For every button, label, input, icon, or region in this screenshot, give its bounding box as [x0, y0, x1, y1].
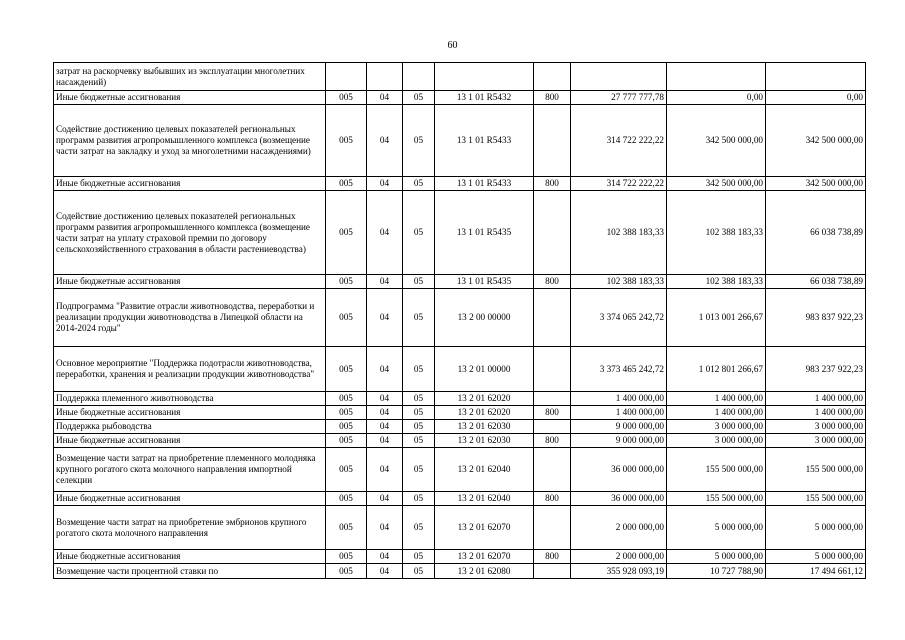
target-article-cell: 13 2 01 00000: [435, 347, 534, 392]
amount-year-2-cell: 1 400 000,00: [667, 392, 766, 406]
target-article-cell: 13 1 01 R5432: [435, 91, 534, 105]
amount-year-2-cell: 3 000 000,00: [667, 434, 766, 448]
section-code-cell: 04: [367, 492, 403, 506]
section-code-cell: 04: [367, 448, 403, 492]
row-name-cell: Иные бюджетные ассигнования: [54, 492, 326, 506]
table-row: [54, 289, 866, 347]
amount-year-3-cell: 342 500 000,00: [766, 105, 866, 177]
section-code-cell: 04: [367, 420, 403, 434]
target-article-cell: 13 1 01 R5435: [435, 191, 534, 275]
amount-year-3-cell: 66 038 738,89: [766, 275, 866, 289]
amount-year-1-cell: 3 374 065 242,72: [571, 289, 667, 347]
amount-year-1-cell: 2 000 000,00: [571, 550, 667, 564]
amount-year-2-cell: 155 500 000,00: [667, 448, 766, 492]
section-code-cell: 04: [367, 506, 403, 550]
page-number: 60: [447, 40, 458, 51]
row-name-cell: Иные бюджетные ассигнования: [54, 177, 326, 191]
amount-year-2-cell: [667, 63, 766, 91]
amount-year-2-cell: 3 000 000,00: [667, 420, 766, 434]
subsection-code-cell: 05: [403, 275, 435, 289]
amount-year-2-cell: 342 500 000,00: [667, 177, 766, 191]
table-row: [54, 406, 866, 420]
ministry-code-cell: 005: [326, 275, 367, 289]
expense-type-cell: 800: [534, 550, 571, 564]
amount-year-3-cell: 983 837 922,23: [766, 289, 866, 347]
amount-year-3-cell: 66 038 738,89: [766, 191, 866, 275]
row-name-cell: Содействие достижению целевых показателей региональных программ развития агропромышленного комплекса (возмещение части затрат на закладку и уход за многолетними насаждениями): [54, 105, 326, 177]
subsection-code-cell: 05: [403, 177, 435, 191]
amount-year-2-cell: 1 013 001 266,67: [667, 289, 766, 347]
section-code-cell: 04: [367, 392, 403, 406]
target-article-cell: 13 1 01 R5433: [435, 177, 534, 191]
subsection-code-cell: 05: [403, 492, 435, 506]
amount-year-2-cell: 1 012 801 266,67: [667, 347, 766, 392]
target-article-cell: 13 2 01 62030: [435, 420, 534, 434]
amount-year-1-cell: 1 400 000,00: [571, 392, 667, 406]
target-article-cell: 13 2 01 62020: [435, 392, 534, 406]
ministry-code-cell: 005: [326, 550, 367, 564]
expense-type-cell: [534, 347, 571, 392]
target-article-cell: 13 2 01 62040: [435, 448, 534, 492]
target-article-cell: [435, 63, 534, 91]
row-name-cell: Иные бюджетные ассигнования: [54, 434, 326, 448]
amount-year-1-cell: 102 388 183,33: [571, 191, 667, 275]
expense-type-cell: 800: [534, 406, 571, 420]
table-row: [54, 275, 866, 289]
expense-type-cell: [534, 392, 571, 406]
section-code-cell: 04: [367, 177, 403, 191]
target-article-cell: 13 1 01 R5435: [435, 275, 534, 289]
section-code-cell: 04: [367, 191, 403, 275]
amount-year-2-cell: 10 727 788,90: [667, 564, 766, 579]
table-row: [54, 564, 866, 579]
table-row: [54, 91, 866, 105]
amount-year-3-cell: 1 400 000,00: [766, 392, 866, 406]
amount-year-3-cell: 0,00: [766, 91, 866, 105]
expense-type-cell: 800: [534, 177, 571, 191]
expense-type-cell: 800: [534, 492, 571, 506]
expense-type-cell: 800: [534, 275, 571, 289]
ministry-code-cell: 005: [326, 492, 367, 506]
ministry-code-cell: 005: [326, 289, 367, 347]
table-row: [54, 392, 866, 406]
amount-year-3-cell: 155 500 000,00: [766, 492, 866, 506]
table-body: [54, 63, 866, 579]
amount-year-1-cell: [571, 63, 667, 91]
amount-year-1-cell: 102 388 183,33: [571, 275, 667, 289]
subsection-code-cell: 05: [403, 448, 435, 492]
section-code-cell: 04: [367, 550, 403, 564]
amount-year-2-cell: 1 400 000,00: [667, 406, 766, 420]
amount-year-2-cell: 0,00: [667, 91, 766, 105]
ministry-code-cell: 005: [326, 406, 367, 420]
amount-year-3-cell: 3 000 000,00: [766, 420, 866, 434]
expense-type-cell: [534, 105, 571, 177]
amount-year-3-cell: 342 500 000,00: [766, 177, 866, 191]
expense-type-cell: [534, 191, 571, 275]
expense-type-cell: [534, 289, 571, 347]
expense-type-cell: [534, 564, 571, 579]
target-article-cell: 13 2 01 62040: [435, 492, 534, 506]
table-row: [54, 347, 866, 392]
section-code-cell: [367, 63, 403, 91]
section-code-cell: 04: [367, 406, 403, 420]
target-article-cell: 13 2 01 62020: [435, 406, 534, 420]
ministry-code-cell: 005: [326, 105, 367, 177]
amount-year-2-cell: 155 500 000,00: [667, 492, 766, 506]
subsection-code-cell: 05: [403, 406, 435, 420]
subsection-code-cell: 05: [403, 91, 435, 105]
subsection-code-cell: 05: [403, 289, 435, 347]
section-code-cell: 04: [367, 289, 403, 347]
section-code-cell: 04: [367, 275, 403, 289]
target-article-cell: 13 2 01 62070: [435, 550, 534, 564]
table-row: [54, 177, 866, 191]
amount-year-1-cell: 314 722 222,22: [571, 105, 667, 177]
ministry-code-cell: 005: [326, 420, 367, 434]
amount-year-3-cell: 3 000 000,00: [766, 434, 866, 448]
section-code-cell: 04: [367, 434, 403, 448]
row-name-cell: Подпрограмма "Развитие отрасли животноводства, переработки и реализации продукции животноводства в Липецкой области на 2014-2024 годы": [54, 289, 326, 347]
amount-year-1-cell: 314 722 222,22: [571, 177, 667, 191]
table-row: [54, 434, 866, 448]
ministry-code-cell: 005: [326, 177, 367, 191]
section-code-cell: 04: [367, 347, 403, 392]
row-name-cell: Поддержка племенного животноводства: [54, 392, 326, 406]
row-name-cell: Иные бюджетные ассигнования: [54, 550, 326, 564]
section-code-cell: 04: [367, 564, 403, 579]
row-name-cell: Возмещение части процентной ставки по: [54, 564, 326, 579]
row-name-cell: Иные бюджетные ассигнования: [54, 275, 326, 289]
amount-year-3-cell: [766, 63, 866, 91]
amount-year-1-cell: 9 000 000,00: [571, 434, 667, 448]
target-article-cell: 13 2 01 62070: [435, 506, 534, 550]
subsection-code-cell: 05: [403, 191, 435, 275]
amount-year-3-cell: 1 400 000,00: [766, 406, 866, 420]
amount-year-1-cell: 355 928 093,19: [571, 564, 667, 579]
expense-type-cell: [534, 63, 571, 91]
amount-year-2-cell: 5 000 000,00: [667, 550, 766, 564]
amount-year-1-cell: 27 777 777,78: [571, 91, 667, 105]
row-name-cell: Основное мероприятие "Поддержка подотрасли животноводства, переработки, хранения и реализации продукции животноводства": [54, 347, 326, 392]
amount-year-1-cell: 3 373 465 242,72: [571, 347, 667, 392]
ministry-code-cell: 005: [326, 506, 367, 550]
amount-year-3-cell: 983 237 922,23: [766, 347, 866, 392]
section-code-cell: 04: [367, 105, 403, 177]
table-row: [54, 506, 866, 550]
subsection-code-cell: 05: [403, 564, 435, 579]
amount-year-2-cell: 5 000 000,00: [667, 506, 766, 550]
target-article-cell: 13 2 01 62080: [435, 564, 534, 579]
amount-year-3-cell: 5 000 000,00: [766, 506, 866, 550]
row-name-cell: Возмещение части затрат на приобретение эмбрионов крупного рогатого скота молочного направления: [54, 506, 326, 550]
table-row: [54, 105, 866, 177]
subsection-code-cell: [403, 63, 435, 91]
subsection-code-cell: 05: [403, 347, 435, 392]
row-name-cell: Содействие достижению целевых показателей региональных программ развития агропромышленного комплекса (возмещение части затрат на уплату страховой премии по договору сельскохозяйственного страхования в области растениеводства): [54, 191, 326, 275]
ministry-code-cell: 005: [326, 392, 367, 406]
subsection-code-cell: 05: [403, 506, 435, 550]
amount-year-1-cell: 2 000 000,00: [571, 506, 667, 550]
row-name-cell: Иные бюджетные ассигнования: [54, 406, 326, 420]
amount-year-2-cell: 102 388 183,33: [667, 191, 766, 275]
subsection-code-cell: 05: [403, 434, 435, 448]
target-article-cell: 13 2 01 62030: [435, 434, 534, 448]
table-row: [54, 420, 866, 434]
amount-year-2-cell: 102 388 183,33: [667, 275, 766, 289]
table-row: [54, 63, 866, 91]
row-name-cell: затрат на раскорчевку выбывших из эксплуатации многолетних насаждений): [54, 63, 326, 91]
ministry-code-cell: 005: [326, 564, 367, 579]
amount-year-2-cell: 342 500 000,00: [667, 105, 766, 177]
subsection-code-cell: 05: [403, 550, 435, 564]
amount-year-1-cell: 1 400 000,00: [571, 406, 667, 420]
amount-year-3-cell: 17 494 661,12: [766, 564, 866, 579]
amount-year-1-cell: 36 000 000,00: [571, 492, 667, 506]
expense-type-cell: [534, 420, 571, 434]
row-name-cell: Возмещение части затрат на приобретение племенного молодняка крупного рогатого скота молочного направления импортной селекции: [54, 448, 326, 492]
subsection-code-cell: 05: [403, 392, 435, 406]
subsection-code-cell: 05: [403, 105, 435, 177]
expense-type-cell: [534, 448, 571, 492]
amount-year-3-cell: 5 000 000,00: [766, 550, 866, 564]
table-row: [54, 191, 866, 275]
ministry-code-cell: 005: [326, 191, 367, 275]
budget-table: [53, 62, 866, 579]
ministry-code-cell: 005: [326, 347, 367, 392]
target-article-cell: 13 1 01 R5433: [435, 105, 534, 177]
expense-type-cell: 800: [534, 434, 571, 448]
row-name-cell: Иные бюджетные ассигнования: [54, 91, 326, 105]
expense-type-cell: 800: [534, 91, 571, 105]
amount-year-1-cell: 36 000 000,00: [571, 448, 667, 492]
ministry-code-cell: 005: [326, 448, 367, 492]
section-code-cell: 04: [367, 91, 403, 105]
table-row: [54, 448, 866, 492]
table-row: [54, 492, 866, 506]
amount-year-1-cell: 9 000 000,00: [571, 420, 667, 434]
row-name-cell: Поддержка рыбоводства: [54, 420, 326, 434]
table-row: [54, 550, 866, 564]
amount-year-3-cell: 155 500 000,00: [766, 448, 866, 492]
ministry-code-cell: 005: [326, 434, 367, 448]
subsection-code-cell: 05: [403, 420, 435, 434]
expense-type-cell: [534, 506, 571, 550]
ministry-code-cell: [326, 63, 367, 91]
target-article-cell: 13 2 00 00000: [435, 289, 534, 347]
ministry-code-cell: 005: [326, 91, 367, 105]
